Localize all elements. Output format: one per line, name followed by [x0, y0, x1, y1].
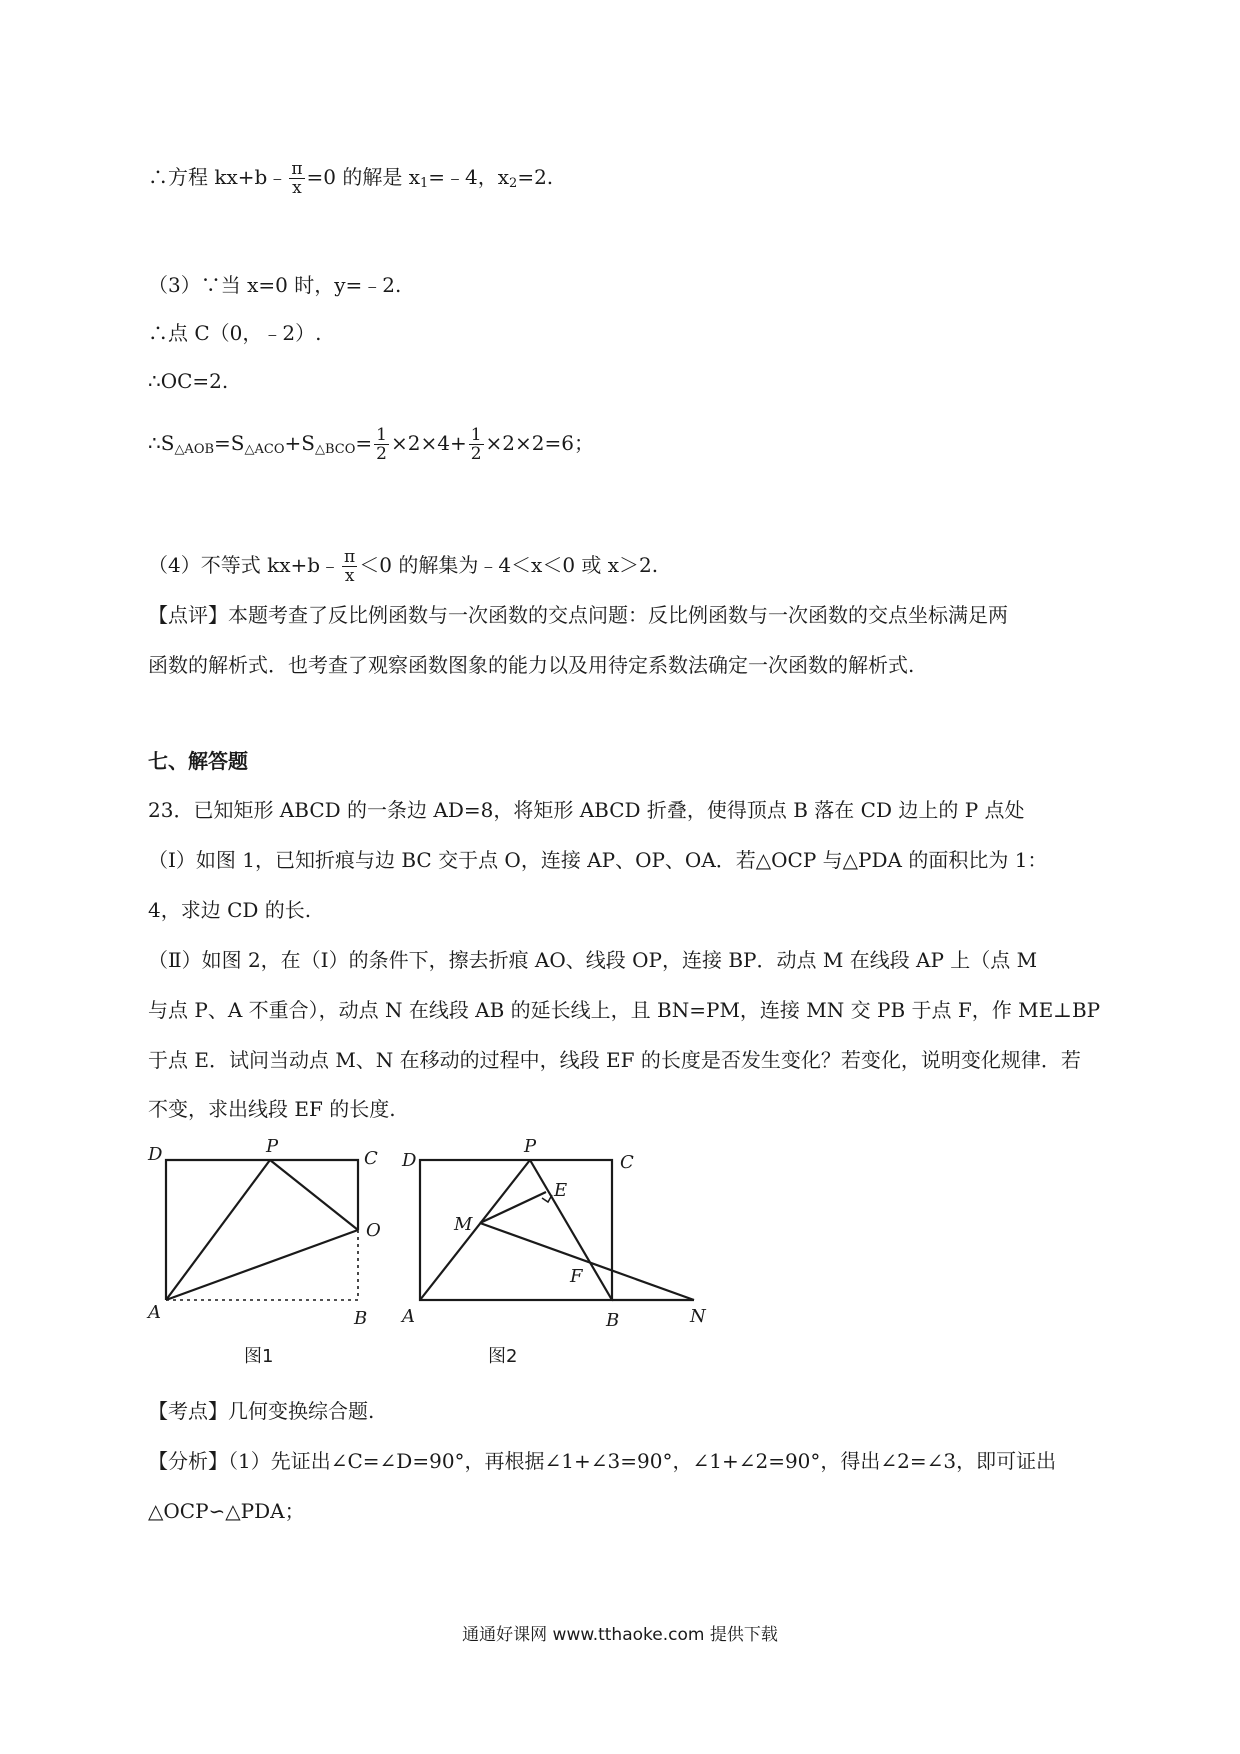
fraction — [342, 548, 357, 585]
fraction — [469, 426, 484, 463]
label-e: E — [554, 1180, 568, 1201]
text: =﹣4，x — [428, 165, 510, 189]
text: ×2×2=6； — [485, 431, 594, 455]
label-o: O — [366, 1220, 381, 1241]
text: ∴S — [148, 431, 175, 455]
subscript: 2 — [509, 176, 518, 191]
fraction — [374, 426, 389, 463]
solution-line-2: （3）∵当 x=0 时，y=﹣2. — [148, 273, 402, 297]
fenxi-line-2: △OCP∽△PDA； — [148, 1499, 305, 1523]
figure-1-caption: 图1 — [244, 1346, 274, 1367]
label-m: M — [454, 1214, 473, 1235]
text: ＜0 的解集为﹣4＜x＜0 或 x＞2. — [359, 553, 659, 577]
rectangle-outline — [166, 1160, 358, 1300]
text: ∴方程 kx+b﹣ — [148, 165, 288, 189]
label-f: F — [570, 1266, 583, 1287]
text: （4）不等式 kx+b﹣ — [148, 553, 341, 577]
text: = — [355, 431, 373, 455]
label-c: C — [620, 1152, 634, 1173]
text: +S — [284, 431, 315, 455]
segment-me — [480, 1192, 546, 1223]
question-line-5: 与点 P、A 不重合），动点 N 在线段 AB 的延长线上，且 BN=PM，连接 MN 交 PB 于点 F，作 ME⊥BP — [148, 998, 1101, 1022]
comment-line-2: 函数的解析式．也考查了观察函数图象的能力以及用待定系数法确定一次函数的解析式. — [148, 653, 915, 677]
label-p: P — [266, 1136, 279, 1157]
label-n: N — [690, 1306, 706, 1327]
kaodian-line: 【考点】几何变换综合题. — [148, 1399, 375, 1423]
subscript: 1 — [420, 176, 429, 191]
frac-den: x — [344, 566, 355, 586]
solution-line-4: ∴OC=2. — [148, 369, 229, 393]
comment-line-1: 【点评】本题考查了反比例函数与一次函数的交点问题：反比例函数与一次函数的交点坐标满足两 — [148, 603, 1008, 627]
fraction — [289, 160, 304, 197]
figure-2-caption: 图2 — [488, 1346, 518, 1367]
question-line-7: 不变，求出线段 EF 的长度. — [148, 1097, 396, 1121]
frac-num: π — [344, 547, 356, 567]
label-a: A — [148, 1302, 161, 1323]
text: ×2×4+ — [390, 431, 467, 455]
subscript: △BCO — [314, 442, 356, 457]
solution-line-1 — [148, 160, 553, 197]
frac-den: 2 — [470, 444, 482, 464]
label-b: B — [606, 1310, 620, 1331]
section-heading: 七、解答题 — [148, 749, 248, 773]
label-d: D — [148, 1144, 163, 1165]
solution-line-6 — [148, 548, 658, 585]
question-line-1: 23．已知矩形 ABCD 的一条边 AD=8，将矩形 ABCD 折叠，使得顶点 B 落在 CD 边上的 P 点处 — [148, 798, 1025, 822]
segment-ap — [166, 1160, 270, 1300]
segment-mn — [480, 1223, 694, 1300]
label-p: P — [524, 1136, 537, 1157]
question-line-4: （Ⅱ）如图 2，在（Ⅰ）的条件下，擦去折痕 AO、线段 OP，连接 BP．动点 M 在线段 AP 上（点 M — [148, 948, 1038, 972]
fenxi-line-1: 【分析】（1）先证出∠C=∠D=90°，再根据∠1+∠3=90°，∠1+∠2=90°，得出∠2=∠3，即可证出 — [148, 1449, 1057, 1473]
question-line-3: 4，求边 CD 的长. — [148, 898, 312, 922]
solution-line-5 — [148, 426, 594, 463]
subscript: △AOB — [174, 442, 215, 457]
segment-po — [270, 1160, 358, 1230]
segment-ao — [166, 1230, 358, 1300]
frac-den: 2 — [376, 444, 387, 464]
label-b: B — [354, 1308, 368, 1329]
figure-2 — [394, 1130, 714, 1370]
rectangle-abcd — [420, 1160, 612, 1300]
label-d: D — [402, 1150, 417, 1171]
solution-line-3: ∴点 C（0，﹣2）. — [148, 321, 322, 345]
frac-num: π — [291, 159, 303, 179]
frac-den: x — [292, 178, 302, 198]
label-c: C — [364, 1148, 378, 1169]
frac-num: 1 — [376, 425, 387, 445]
frac-num: 1 — [470, 425, 482, 445]
text: =2. — [517, 165, 554, 189]
question-line-6: 于点 E．试问当动点 M、N 在移动的过程中，线段 EF 的长度是否发生变化？若变化，说明变化规律．若 — [148, 1048, 1081, 1072]
subscript: △ACO — [244, 442, 285, 457]
footer-watermark: 通通好课网 www.tthaoke.com 提供下载 — [462, 1625, 778, 1645]
text: =S — [214, 431, 245, 455]
figure-1 — [140, 1130, 400, 1370]
question-line-2: （Ⅰ）如图 1，已知折痕与边 BC 交于点 O，连接 AP、OP、OA．若△OCP 与△PDA 的面积比为 1： — [148, 848, 1048, 872]
label-a: A — [402, 1306, 415, 1327]
text: =0 的解是 x — [306, 165, 420, 189]
segment-ap — [420, 1160, 530, 1300]
